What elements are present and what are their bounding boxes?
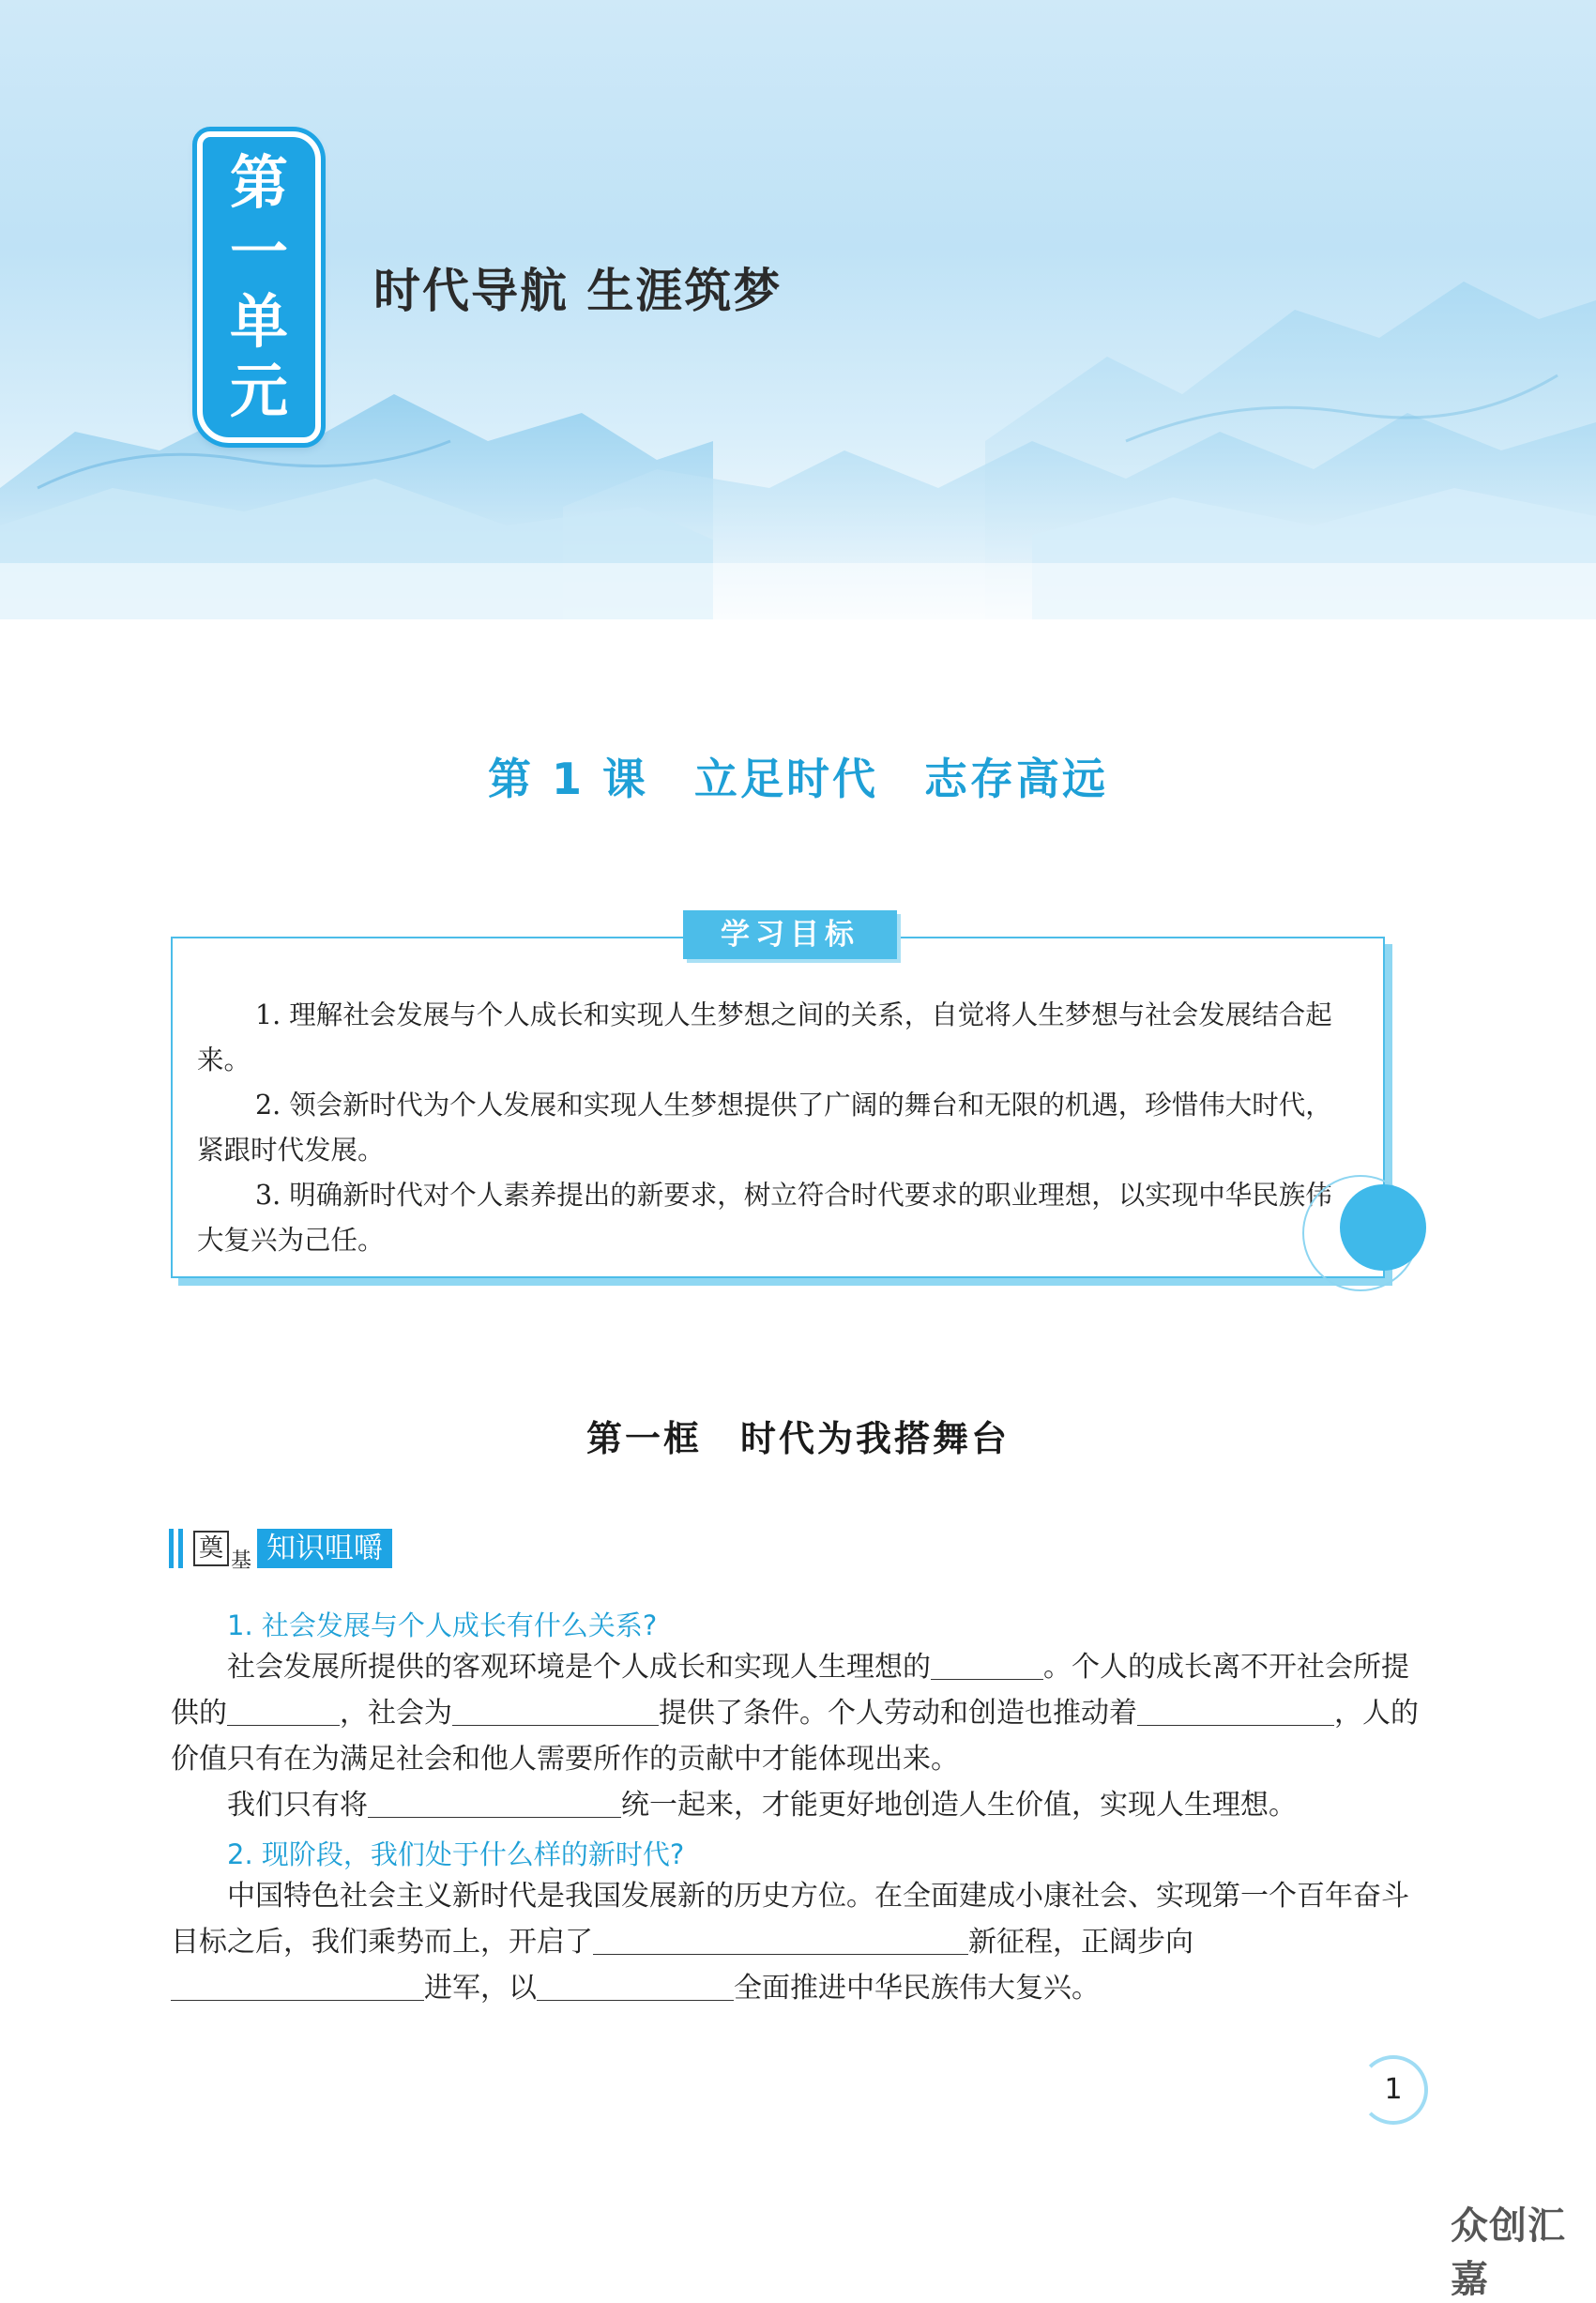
- knowledge-tag: 知识咀嚼: [257, 1529, 392, 1568]
- lesson-title: 第 1 课 立足时代 志存高远: [487, 754, 1109, 804]
- fill-blank[interactable]: [227, 1697, 340, 1726]
- fill-blank[interactable]: [452, 1697, 659, 1726]
- paragraph: 我们只有将 统一起来，才能更好地创造人生价值，实现人生理想。: [227, 1789, 1297, 1822]
- foundation-sub-char: 基: [231, 1548, 252, 1573]
- objective-item: 2. 领会新时代为个人发展和实现人生梦想提供了广阔的舞台和无限的机遇，珍惜伟大时代，紧跟时代发展。: [197, 1090, 1332, 1166]
- fill-blank[interactable]: [537, 1972, 734, 2001]
- paragraph: 中国特色社会主义新时代是我国发展新的历史方位。在全面建成小康社会、实现第一个百年奋斗目标之后，我们乘势而上，开启了 新征程，正阔步向进军，以 全面推进中华民族伟大复兴。: [171, 1880, 1409, 2005]
- learning-objectives-label: 学习目标: [683, 910, 897, 959]
- fill-blank[interactable]: [593, 1926, 968, 1955]
- question-1-title: 1. 社会发展与个人成长有什么关系?: [227, 1609, 658, 1641]
- unit-title: 时代导航 生涯筑梦: [373, 264, 783, 318]
- paragraph: 社会发展所提供的客观环境是个人成长和实现人生理想的 。个人的成长离不开社会所提供的 ，社会为 提供了条件。个人劳动和创造也推动着 ，人的价值只有在为满足社会和他人需要所作的贡献中才能体现出来。: [171, 1651, 1419, 1776]
- objective-item: 3. 明确新时代对个人素养提出的新要求，树立符合时代要求的职业理想，以实现中华民族伟大复兴为己任。: [197, 1180, 1332, 1256]
- decorative-circle: [1340, 1184, 1426, 1271]
- unit-char: 第: [229, 148, 288, 217]
- question-2-answer: [171, 1873, 1428, 2011]
- unit-banner: [0, 0, 1596, 619]
- fill-blank[interactable]: [1137, 1697, 1334, 1726]
- fill-blank[interactable]: [171, 1972, 424, 2001]
- learning-objectives-list: [197, 993, 1342, 1263]
- objective-item: 1. 理解社会发展与个人成长和实现人生梦想之间的关系，自觉将人生梦想与社会发展结合起来。: [197, 999, 1332, 1075]
- question-1-answer: [171, 1644, 1428, 1828]
- question-2-title: 2. 现阶段，我们处于什么样的新时代?: [227, 1838, 685, 1870]
- unit-char: 一: [229, 218, 288, 286]
- knowledge-section-header: [169, 1528, 392, 1573]
- unit-char: 元: [229, 357, 288, 425]
- unit-badge: [197, 131, 321, 443]
- unit-char: 单: [229, 287, 288, 356]
- fill-blank[interactable]: [368, 1789, 621, 1818]
- foundation-char-box: 奠: [193, 1531, 229, 1566]
- header-bar-icon: [178, 1529, 183, 1568]
- watermark-text: 众创汇嘉: [1451, 2204, 1566, 2301]
- page-number: 1: [1359, 2055, 1428, 2125]
- section-title: 第一框 时代为我搭舞台: [585, 1417, 1010, 1459]
- header-bar-icon: [169, 1529, 174, 1568]
- fill-blank[interactable]: [931, 1651, 1043, 1680]
